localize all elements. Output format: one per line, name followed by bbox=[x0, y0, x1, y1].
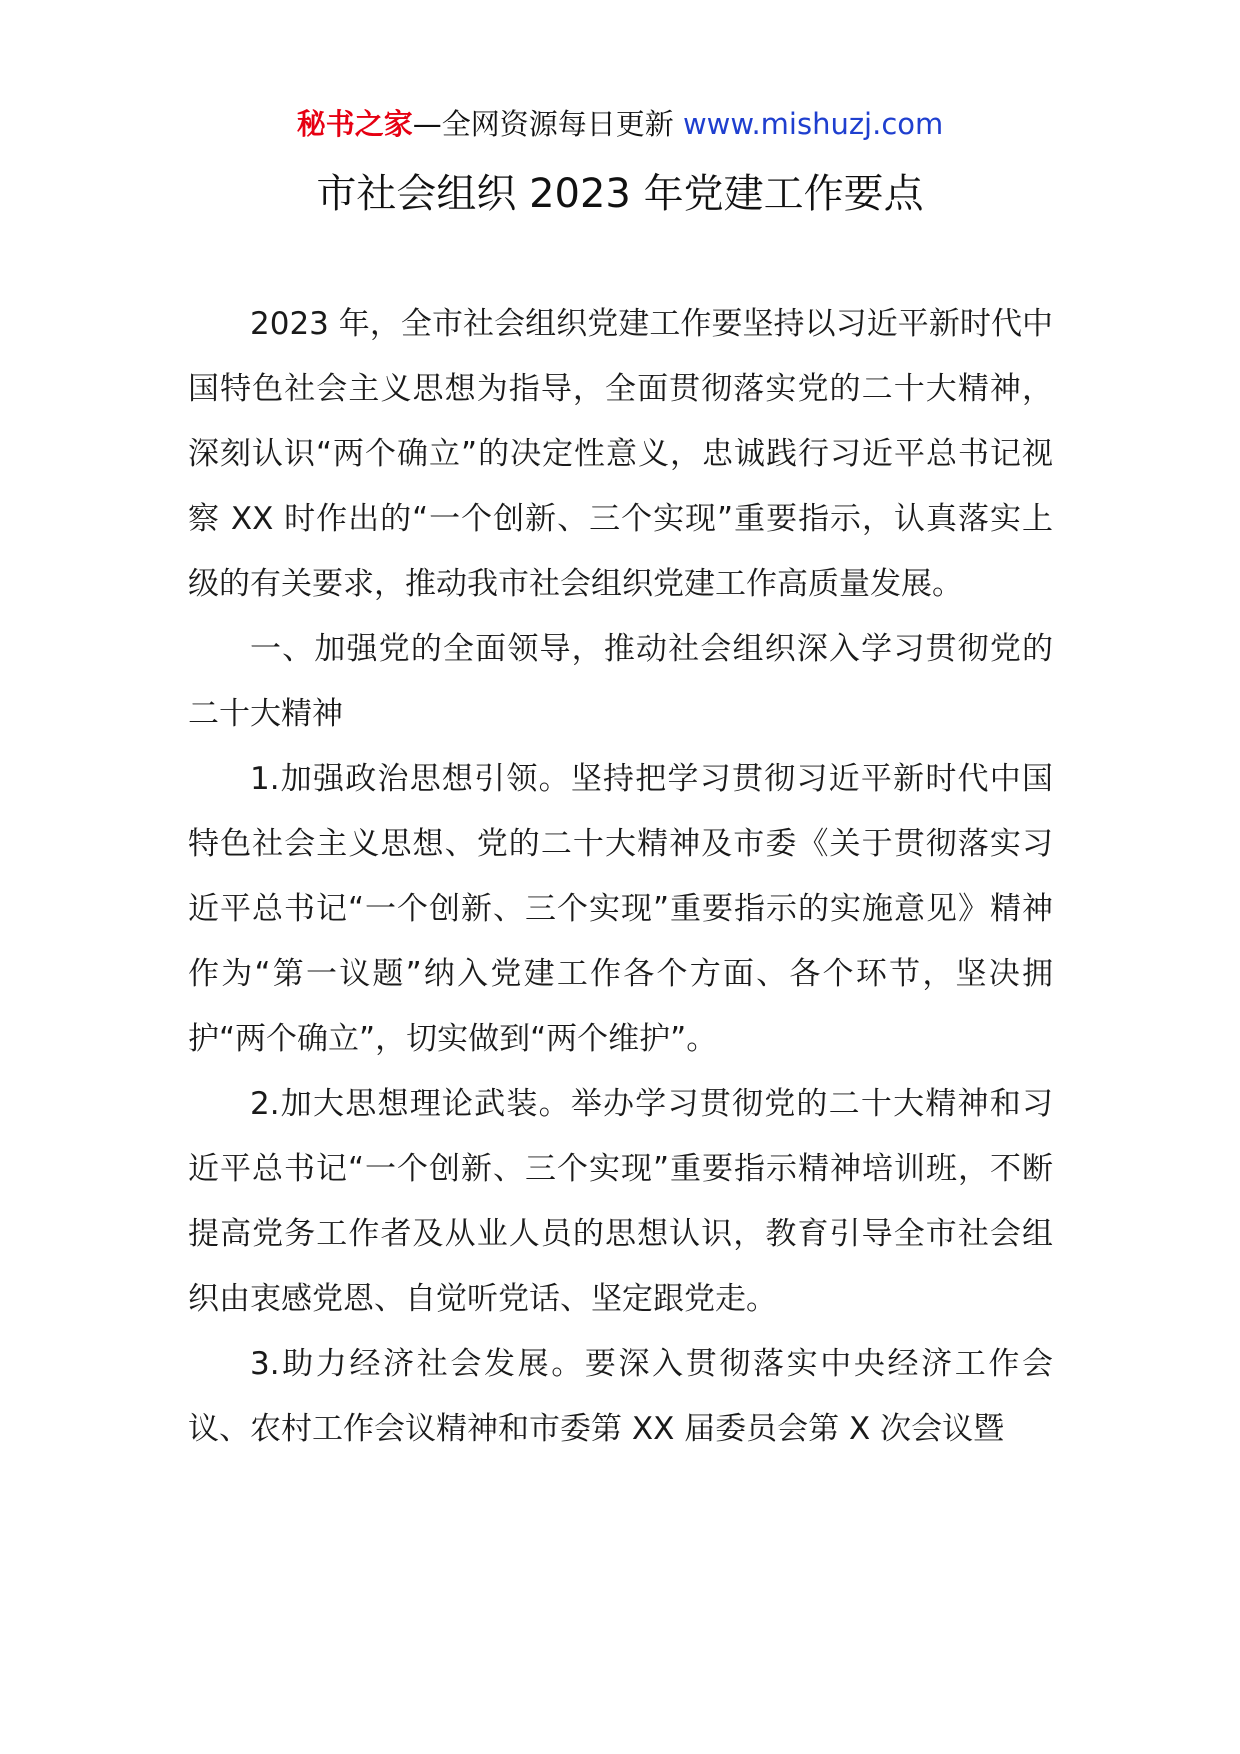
section-heading-1: 一、加强党的全面领导，推动社会组织深入学习贯彻党的二十大精神 bbox=[188, 631, 1053, 732]
source-banner bbox=[0, 104, 1240, 144]
document-title: 市社会组织 2023 年党建工作要点 bbox=[316, 171, 924, 217]
item-paragraph-3: 3.助力经济社会发展。要深入贯彻落实中央经济工作会议、农村工作会议精神和市委第 XX 届委员会第 X 次会议暨 bbox=[188, 1346, 1053, 1447]
banner-url-link[interactable]: www.mishuzj.com bbox=[682, 107, 944, 141]
intro-paragraph: 2023 年，全市社会组织党建工作要坚持以习近平新时代中国特色社会主义思想为指导，全面贯彻落实党的二十大精神，深刻认识“两个确立”的决定性意义，忠诚践行习近平总书记视察 XX 时作出的“一个创新、三个实现”重要指示，认真落实上级的有关要求，推动我市社会组织党建工作高质量发展。 bbox=[188, 306, 1053, 602]
document-body bbox=[188, 292, 1053, 1462]
banner-brand: 秘书之家 bbox=[296, 107, 413, 141]
item-paragraph-1: 1.加强政治思想引领。坚持把学习贯彻习近平新时代中国特色社会主义思想、党的二十大精神及市委《关于贯彻落实习近平总书记“一个创新、三个实现”重要指示的实施意见》精神作为“第一议题”纳入党建工作各个方面、各个环节，坚决拥护“两个确立”，切实做到“两个维护”。 bbox=[188, 761, 1053, 1057]
item-paragraph-2: 2.加大思想理论武装。举办学习贯彻党的二十大精神和习近平总书记“一个创新、三个实现”重要指示精神培训班，不断提高党务工作者及从业人员的思想认识，教育引导全市社会组织由衷感党恩、自觉听党话、坚定跟党走。 bbox=[188, 1086, 1053, 1317]
banner-slogan: —全网资源每日更新 bbox=[412, 107, 683, 141]
